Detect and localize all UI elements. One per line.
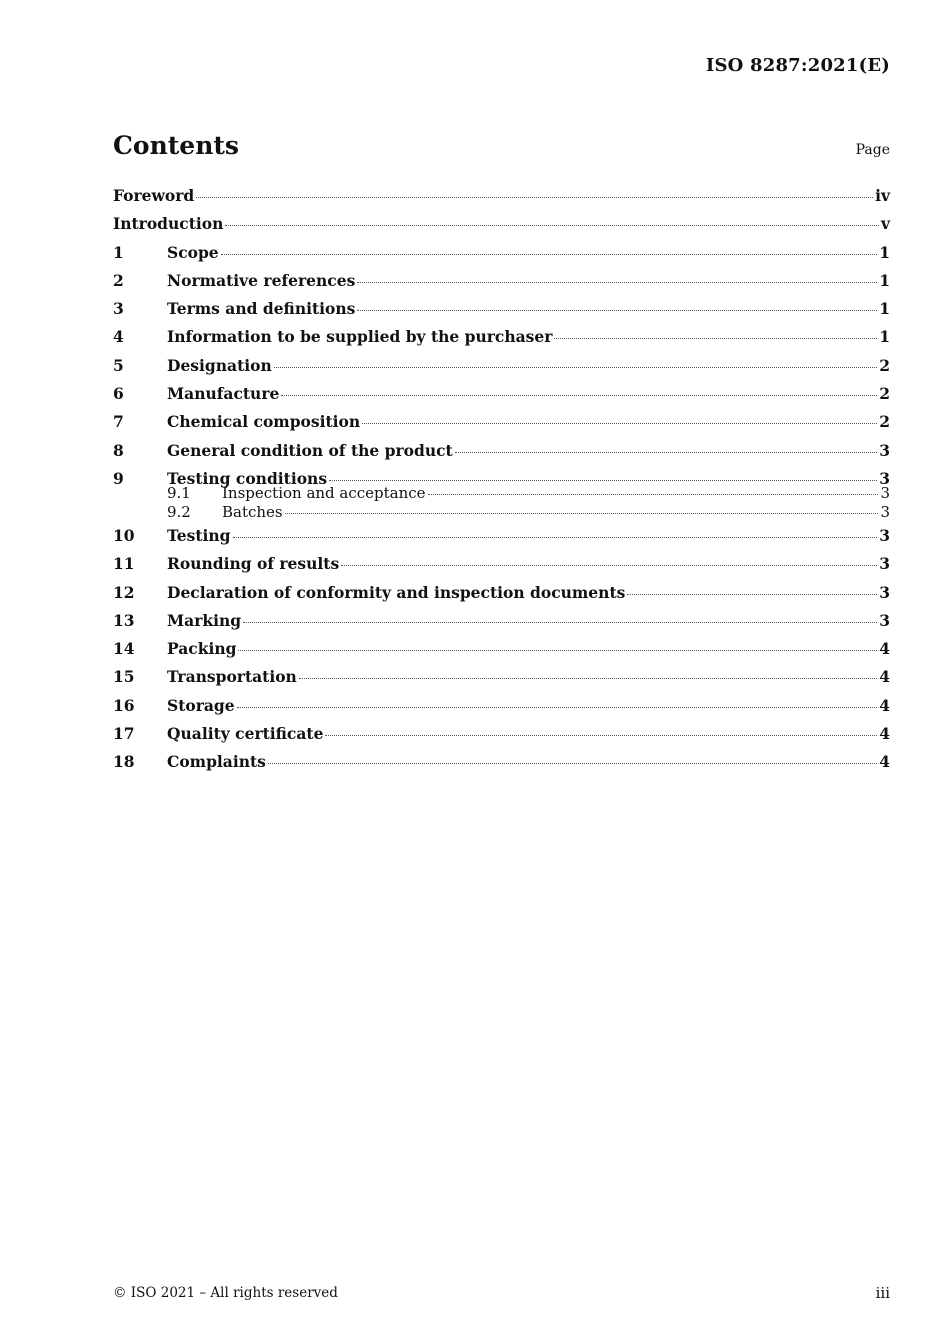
toc-entry-page: 1 <box>879 299 890 319</box>
document-id: ISO 8287:2021(E) <box>705 55 890 76</box>
toc-entry-page: 3 <box>880 502 890 521</box>
toc-entry-page: 4 <box>879 752 890 772</box>
toc-entry-number: 3 <box>113 299 124 319</box>
toc-entry-title: Marking <box>167 610 242 630</box>
toc-entry-page: 3 <box>879 440 890 460</box>
dot-leader <box>233 537 878 538</box>
toc-subentry[interactable] <box>113 484 890 503</box>
toc-entry-title: Designation <box>167 355 272 375</box>
toc-entry[interactable] <box>113 579 890 607</box>
toc-entry-page: 2 <box>879 384 890 404</box>
toc-entry-number: 6 <box>113 384 124 404</box>
toc-entry-title: Terms and definitions <box>167 299 356 319</box>
toc-entry-title: Batches <box>222 502 283 521</box>
toc-entry-title: Chemical composition <box>167 412 361 432</box>
toc-entry[interactable] <box>113 522 890 550</box>
dot-leader <box>455 452 878 453</box>
toc-entry-number: 11 <box>113 554 135 574</box>
toc-entry-title: Declaration of conformity and inspection documents <box>167 582 626 602</box>
toc-entry-number: 7 <box>113 412 124 432</box>
dot-leader <box>281 395 877 396</box>
dot-leader <box>237 707 878 708</box>
toc-entry-title: Rounding of results <box>167 554 340 574</box>
toc-entry-page: 4 <box>879 724 890 744</box>
dot-leader <box>225 225 879 226</box>
toc-entry-title: Manufacture <box>167 384 280 404</box>
toc-entry-title: Normative references <box>167 270 356 290</box>
toc-entry-number: 16 <box>113 695 135 715</box>
dot-leader <box>627 594 877 595</box>
toc-entry-page: 3 <box>879 468 890 488</box>
toc-entry-page: v <box>880 214 890 234</box>
toc-entry-title: Packing <box>167 639 237 659</box>
dot-leader <box>428 494 879 495</box>
toc-entry[interactable] <box>113 692 890 720</box>
dot-leader <box>196 197 873 198</box>
dot-leader <box>243 622 877 623</box>
toc-entry-number: 9.2 <box>167 502 191 521</box>
page-column-label: Page <box>855 142 890 158</box>
toc-entry[interactable] <box>113 210 890 238</box>
toc-entry[interactable] <box>113 437 890 465</box>
dot-leader <box>329 480 877 481</box>
toc-entry[interactable] <box>113 607 890 635</box>
dot-leader <box>554 338 877 339</box>
dot-leader <box>238 650 877 651</box>
toc-entry[interactable] <box>113 239 890 267</box>
toc-entry-number: 5 <box>113 355 124 375</box>
toc-entry[interactable] <box>113 663 890 691</box>
toc-entry-number: 8 <box>113 440 124 460</box>
toc-entry-number: 18 <box>113 752 135 772</box>
toc-entry-title: Testing <box>167 525 231 545</box>
toc-entry-number: 10 <box>113 525 135 545</box>
toc-entry-title: Complaints <box>167 752 266 772</box>
toc-entry-page: iv <box>875 186 890 205</box>
toc-entry-number: 9.1 <box>167 483 191 502</box>
toc-entry[interactable] <box>113 465 890 488</box>
toc-entry-number: 14 <box>113 639 135 659</box>
table-of-contents <box>113 182 890 777</box>
toc-entry-page: 3 <box>880 483 890 502</box>
toc-entry-page: 2 <box>879 355 890 375</box>
toc-entry-number: 15 <box>113 667 135 687</box>
dot-leader <box>325 735 877 736</box>
dot-leader <box>341 565 877 566</box>
toc-entry-title: Information to be supplied by the purchaser <box>167 327 553 347</box>
toc-entry-page: 4 <box>879 667 890 687</box>
toc-entry-title: Storage <box>167 695 235 715</box>
toc-entry[interactable] <box>113 408 890 436</box>
dot-leader <box>299 678 877 679</box>
toc-entry-title: General condition of the product <box>167 440 453 460</box>
toc-entry[interactable] <box>113 550 890 578</box>
dot-leader <box>285 513 879 514</box>
toc-entry-page: 3 <box>879 610 890 630</box>
toc-entry-number: 17 <box>113 724 135 744</box>
toc-entry-page: 1 <box>879 242 890 262</box>
toc-entry[interactable] <box>113 295 890 323</box>
dot-leader <box>357 310 877 311</box>
toc-entry[interactable] <box>113 182 890 210</box>
toc-entry-page: 3 <box>879 525 890 545</box>
toc-entry-number: 12 <box>113 582 135 602</box>
toc-entry-number: 9 <box>113 468 124 488</box>
toc-entry-number: 4 <box>113 327 124 347</box>
toc-entry[interactable] <box>113 323 890 351</box>
toc-entry-title: Scope <box>167 242 219 262</box>
toc-entry[interactable] <box>113 748 890 776</box>
toc-entry-title: Foreword <box>113 186 195 205</box>
dot-leader <box>357 282 877 283</box>
footer-copyright: © ISO 2021 – All rights reserved <box>113 1285 338 1301</box>
toc-entry[interactable] <box>113 267 890 295</box>
dot-leader <box>274 367 877 368</box>
contents-title: Contents <box>113 131 240 160</box>
toc-entry-page: 4 <box>879 695 890 715</box>
toc-subentry[interactable] <box>113 503 890 522</box>
toc-entry[interactable] <box>113 352 890 380</box>
toc-entry-page: 2 <box>879 412 890 432</box>
toc-entry-page: 4 <box>879 639 890 659</box>
toc-entry-page: 1 <box>879 270 890 290</box>
toc-entry-page: 3 <box>879 554 890 574</box>
toc-entry-title: Transportation <box>167 667 297 687</box>
dot-leader <box>362 423 877 424</box>
toc-entry-title: Quality certificate <box>167 724 324 744</box>
toc-entry-title: Inspection and acceptance <box>222 483 426 502</box>
toc-entry[interactable] <box>113 635 890 663</box>
dot-leader <box>221 254 878 255</box>
toc-entry-number: 1 <box>113 242 124 262</box>
toc-entry-number: 13 <box>113 610 135 630</box>
toc-entry-title: Testing conditions <box>167 468 328 488</box>
toc-entry-page: 3 <box>879 582 890 602</box>
toc-entry-title: Introduction <box>113 214 224 234</box>
toc-entry-page: 1 <box>879 327 890 347</box>
footer-page-number: iii <box>875 1284 890 1302</box>
dot-leader <box>268 763 877 764</box>
toc-entry[interactable] <box>113 720 890 748</box>
toc-entry-number: 2 <box>113 270 124 290</box>
toc-entry[interactable] <box>113 380 890 408</box>
